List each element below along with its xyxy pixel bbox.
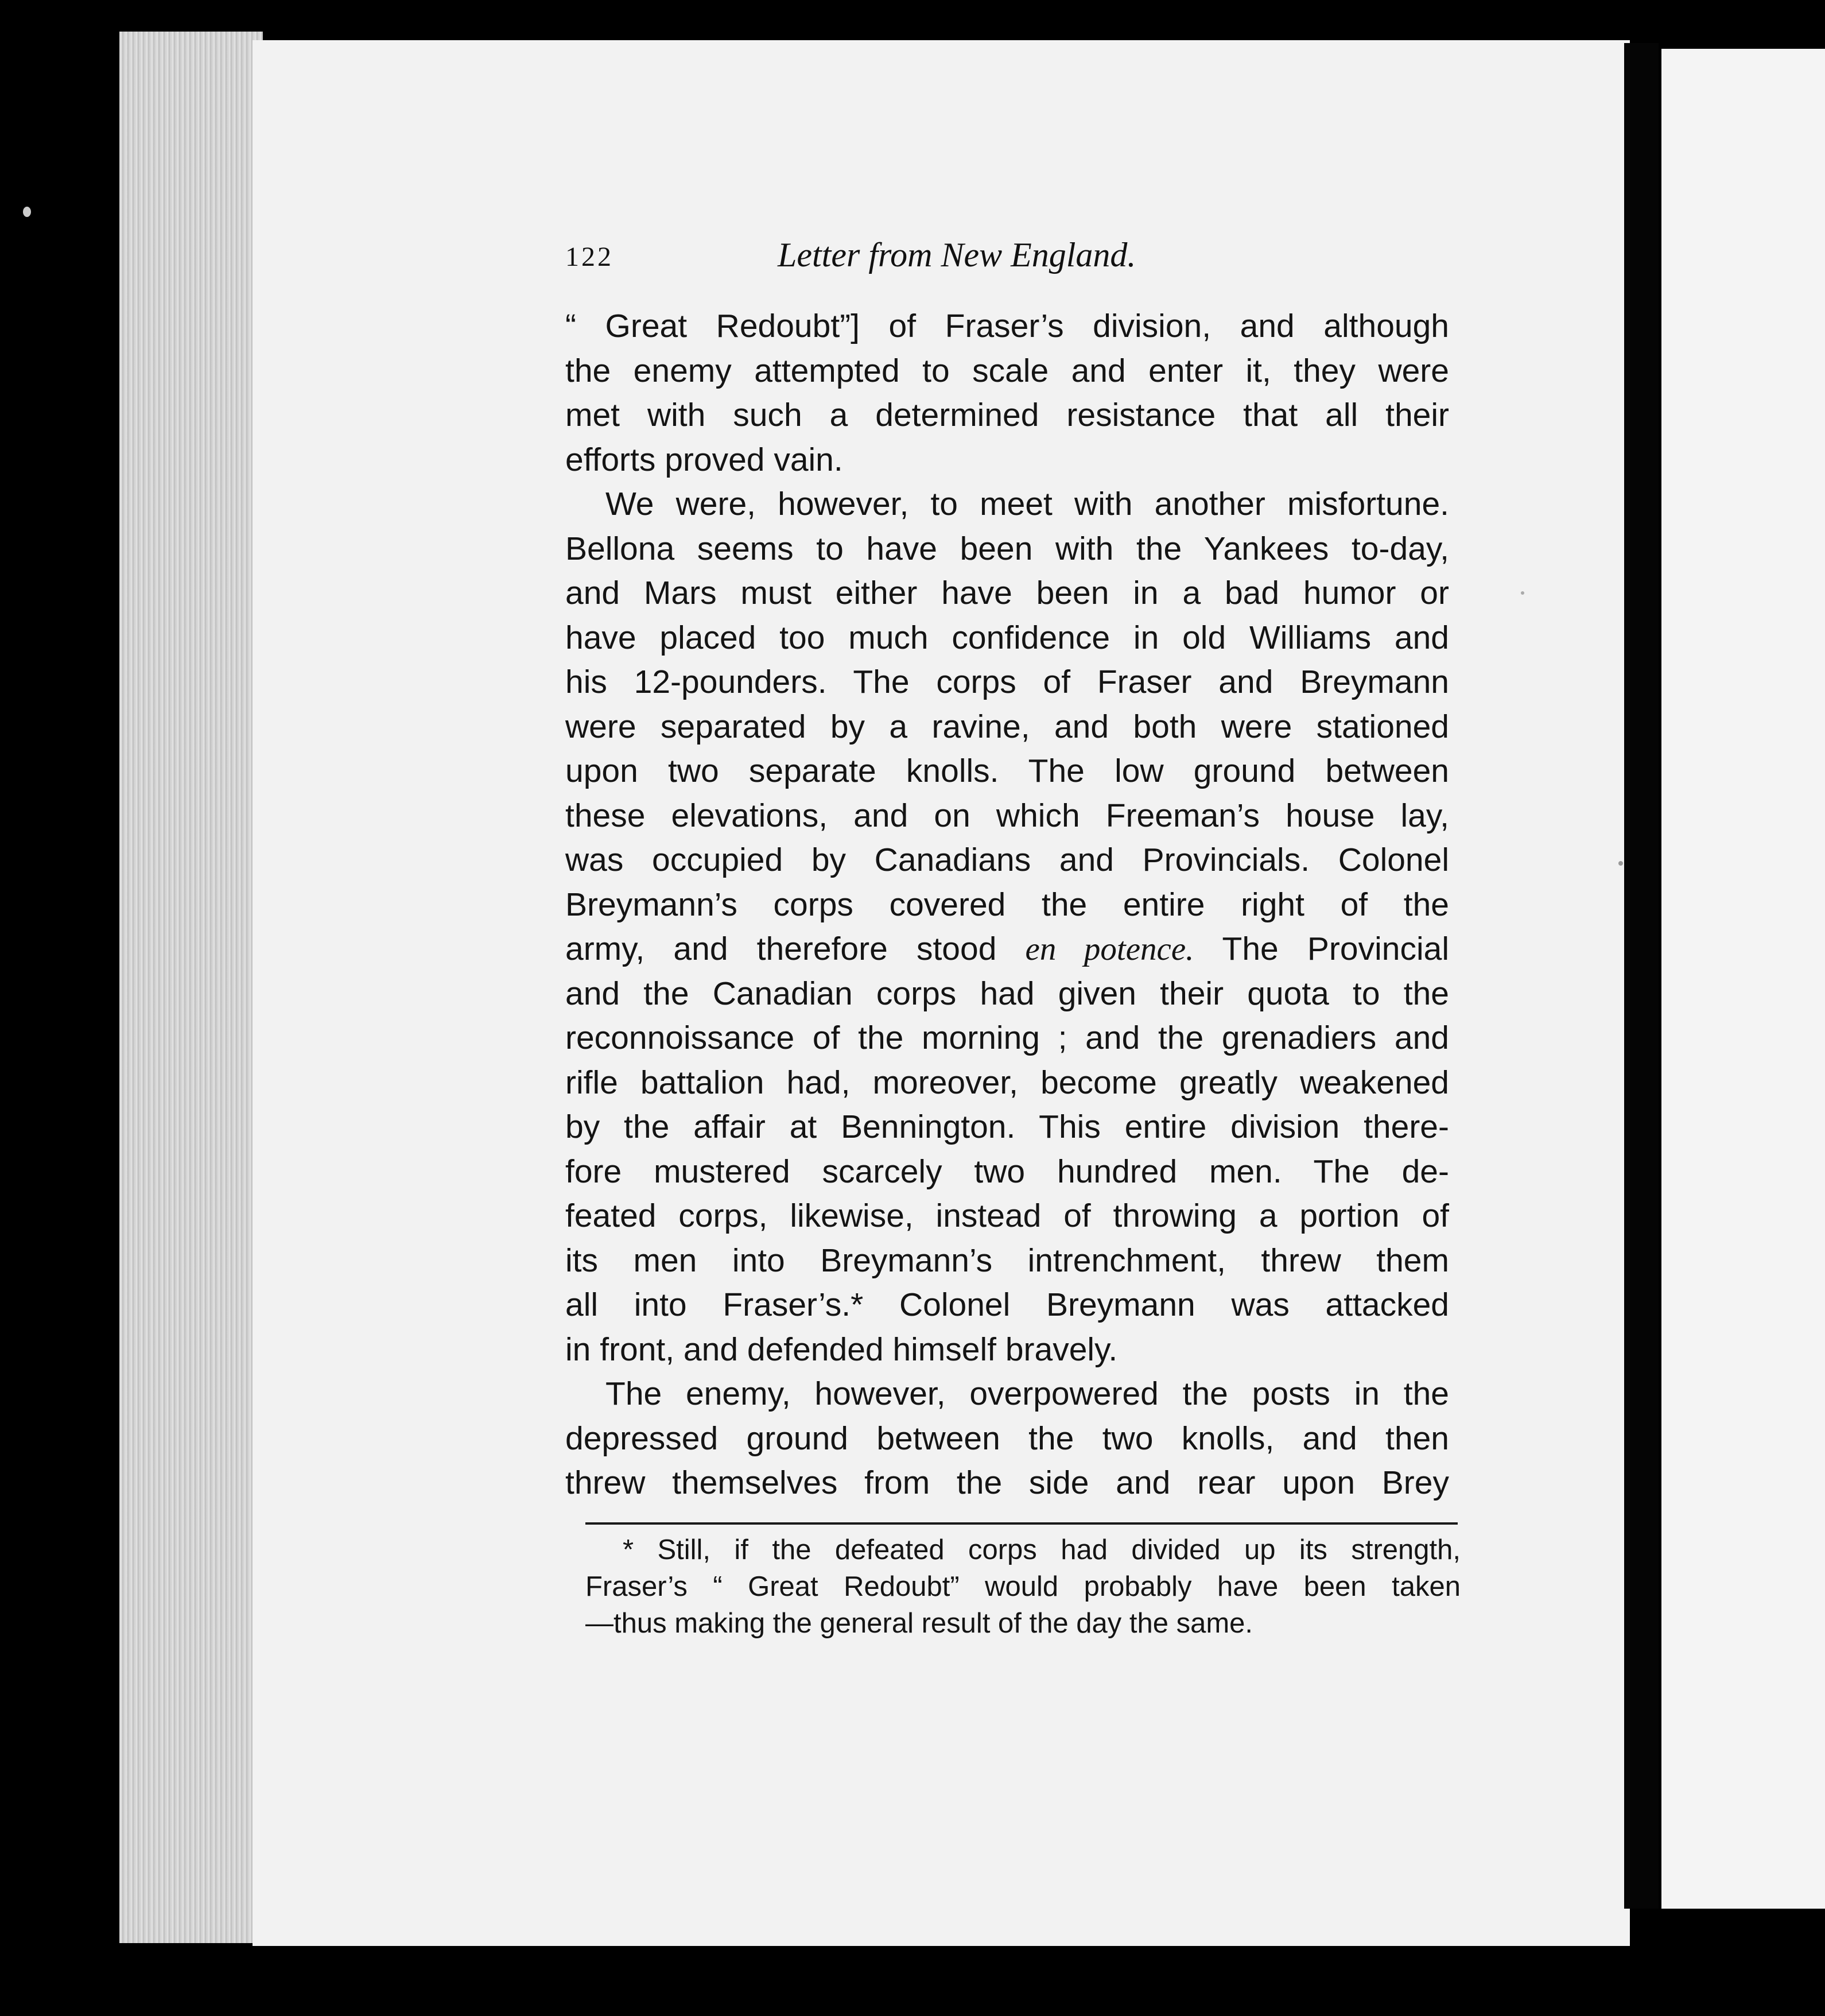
text-line: these elevations, and on which Freeman’s house lay, <box>565 797 1449 834</box>
text-line: depressed ground between the two knolls, and then <box>565 1420 1449 1457</box>
text-line: all into Fraser’s.* Colonel Breymann was attacked <box>565 1286 1449 1323</box>
text-line: Breymann’s corps covered the entire right of the <box>565 886 1449 923</box>
text-line: efforts proved vain. <box>565 441 843 478</box>
book-spine-shadow <box>1624 43 1659 1909</box>
text-line: have placed too much confidence in old Williams and <box>565 619 1449 656</box>
text-line: The enemy, however, overpowered the posts in the <box>605 1375 1449 1412</box>
facing-page <box>1661 49 1825 1909</box>
footnote-line: Fraser’s “ Great Redoubt” would probably have been taken <box>585 1571 1461 1602</box>
text-line: Bellona seems to have been with the Yankees to-day, <box>565 530 1449 567</box>
dust-speck <box>23 207 31 217</box>
text-line: We were, however, to meet with another misfortune. <box>605 486 1449 522</box>
text-line: and the Canadian corps had given their quota to the <box>565 975 1449 1012</box>
text-line: “ Great Redoubt”] of Fraser’s division, and although <box>565 308 1449 344</box>
text-line: threw themselves from the side and rear upon Brey <box>565 1464 1449 1501</box>
text-line: the enemy attempted to scale and enter it, they were <box>565 352 1449 389</box>
text-line: his 12-pounders. The corps of Fraser and Breymann <box>565 664 1449 700</box>
footnote-line: * Still, if the defeated corps had divided up its strength, <box>623 1534 1461 1565</box>
text-line: upon two separate knolls. The low ground between <box>565 753 1449 789</box>
text-line: its men into Breymann’s intrenchment, threw them <box>565 1242 1449 1279</box>
text-line: were separated by a ravine, and both were stationed <box>565 708 1449 745</box>
text-line: fore mustered scarcely two hundred men. The de- <box>565 1153 1449 1190</box>
text-segment: army, and therefore stood <box>565 931 997 967</box>
text-line: in front, and defended himself bravely. <box>565 1331 1118 1368</box>
text-line <box>565 927 1449 972</box>
text-line: and Mars must either have been in a bad humor or <box>565 575 1449 611</box>
text-line: feated corps, likewise, instead of throwing a portion of <box>565 1197 1449 1234</box>
italic-phrase: en potence. <box>1025 931 1194 967</box>
dust-speck <box>1521 591 1524 595</box>
running-header <box>565 235 1225 287</box>
footnote-rule <box>585 1522 1458 1525</box>
running-title: Letter from New England. <box>778 236 1136 274</box>
page-block-edge <box>119 32 263 1943</box>
text-line: by the affair at Bennington. This entire division there- <box>565 1108 1449 1145</box>
page-number: 122 <box>565 242 613 272</box>
text-line: rifle battalion had, moreover, become greatly weakened <box>565 1064 1449 1101</box>
text-line: reconnoissance of the morning ; and the grenadiers and <box>565 1019 1449 1056</box>
body-text <box>565 304 1449 1506</box>
dust-speck <box>1618 861 1623 866</box>
text-line: was occupied by Canadians and Provincials. Colonel <box>565 842 1449 878</box>
text-line: met with such a determined resistance that all their <box>565 397 1449 433</box>
text-segment: The Provincial <box>1222 931 1449 967</box>
footnote <box>585 1532 1461 1642</box>
footnote-line: —thus making the general result of the day the same. <box>585 1608 1253 1639</box>
